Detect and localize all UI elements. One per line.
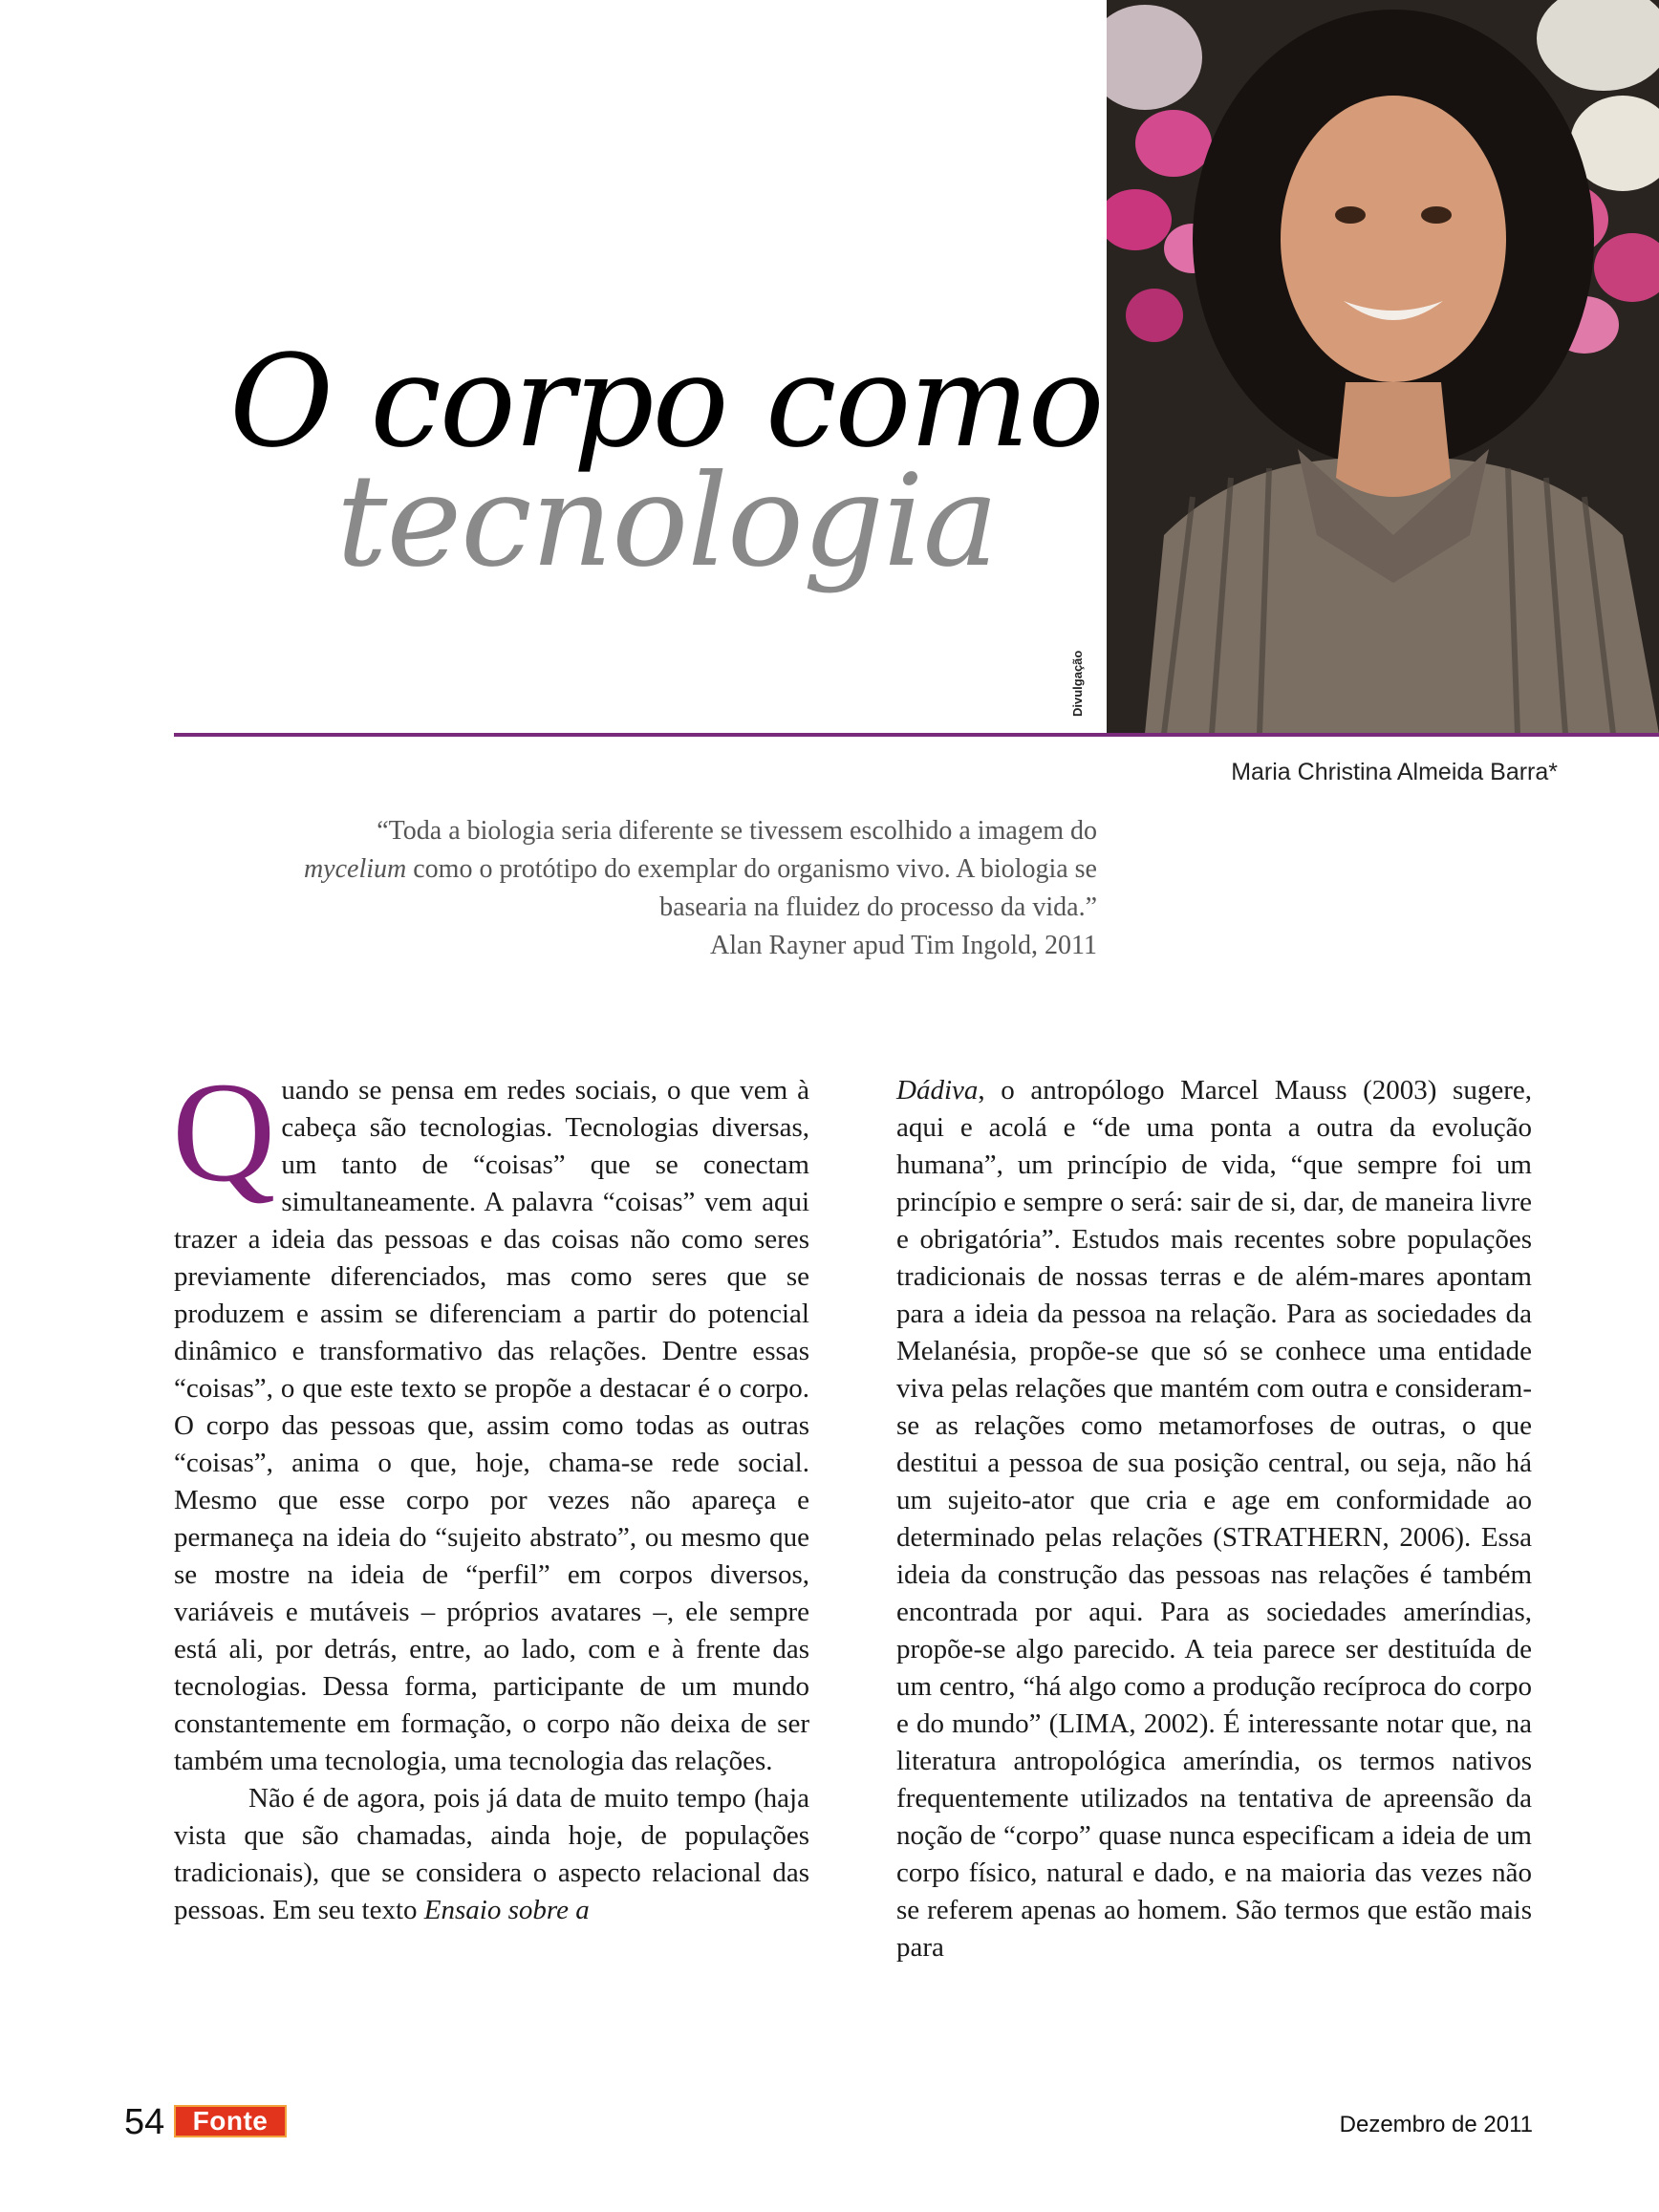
magazine-logo: Fonte bbox=[174, 2105, 287, 2137]
body-paragraph-2 bbox=[174, 1780, 809, 1929]
drop-cap: Q bbox=[172, 1053, 276, 1212]
epigraph-source: Alan Rayner apud Tim Ingold, 2011 bbox=[710, 931, 1097, 960]
body-paragraph-1 bbox=[172, 1053, 809, 1780]
author-name: Maria Christina Almeida Barra* bbox=[1231, 759, 1558, 785]
body-paragraph-3 bbox=[896, 1072, 1532, 1966]
paragraph-3-text: , o antropólogo Marcel Mauss (2003) sugere, aqui e acolá e “de uma ponta a outra da evolução humana”, um princípio de vida, “que sempre foi um princípio e sempre o será: sair de si, dar, de maneira livre e obrigatória”. Estudos mais recentes sobre populações tradicionais de nossas terras e de além-mares apontam para a ideia da pessoa na relação. Para as sociedades da Melanésia, propõe-se que só se conhece uma entidade viva pelas relações que mantém com outra e consideram-se as relações como metamorfoses de outras, o que destitui a pessoa de sua posição central, ou seja, não há um sujeito-ator que cria e age em conformidade ao determinado pelas relações (STRATHERN, 2006). Essa ideia da construção das pessoas nas relações é também encontrada por aqui. Para as sociedades ameríndias, propõe-se algo parecido. A teia parece ser destituída de um centro, “há algo como a produção recíproca do corpo e do mundo” (LIMA, 2002). É interessante notar que, na literatura antropológica ameríndia, os termos nativos frequentemente utilizados na tentativa de apreensão da noção de “corpo” quase nunca especificam a ideia de um corpo físico, natural e dado, e na maioria das vezes não se referem apenas ao homem. São termos que estão mais para bbox=[896, 1075, 1532, 1963]
book-title-part1: Ensaio sobre a bbox=[423, 1895, 590, 1925]
epigraph-line2-text: como o protótipo do exemplar do organismo vivo. A biologia se bbox=[406, 854, 1097, 884]
article-title-line1: O corpo como bbox=[229, 329, 1103, 476]
epigraph bbox=[172, 812, 1097, 965]
epigraph-line2 bbox=[172, 850, 1097, 889]
article-title-line2: tecnologia bbox=[336, 448, 998, 595]
paragraph-1-text: uando se pensa em redes sociais, o que vem à cabeça são tecnologias. Tecnologias diversas, um tanto de “coisas” que se conectam simultaneamente. A palavra “coisas” vem aqui trazer a ideia das pessoas e das coisas não como seres previamente diferenciados, mas como seres que se produzem e assim se diferenciam a partir do potencial dinâmico e transformativo das relações. Dentre essas “coisas”, o que este texto se propõe a destacar é o corpo. O corpo das pessoas que, assim como todas as outras “coisas”, anima o que, hoje, chama-se rede social. Mesmo que esse corpo por vezes não apareça e permaneça na ideia do “sujeito abstrato”, ou mesmo que se mostre na ideia de “perfil” em corpos diversos, variáveis e mutáveis – próprios avatares –, ele sempre está ali, por detrás, entre, ao lado, com e à frente das tecnologias. Dessa forma, participante de um mundo constantemente em formação, o corpo não deixa de ser também uma tecnologia, uma tecnologia das relações. bbox=[174, 1075, 809, 1776]
epigraph-line1: “Toda a biologia seria diferente se tivessem escolhido a imagem do bbox=[377, 816, 1097, 846]
issue-date: Dezembro de 2011 bbox=[1339, 2112, 1533, 2137]
book-title-part2: Dádiva bbox=[896, 1075, 979, 1106]
title-divider bbox=[174, 733, 1659, 737]
body-column-left bbox=[172, 1053, 809, 1929]
page-number: 54 bbox=[124, 2102, 165, 2142]
body-column-right bbox=[896, 1072, 1532, 1966]
photo-credit: Divulgação bbox=[1070, 650, 1085, 717]
author-photo bbox=[1107, 0, 1659, 734]
epigraph-line3: basearia na fluidez do processo da vida.” bbox=[659, 892, 1097, 922]
epigraph-emphasis: mycelium bbox=[303, 854, 407, 884]
paragraph-2-text: Não é de agora, pois já data de muito tempo (haja vista que são chamadas, ainda hoje, de populações tradicionais), que se considera o aspecto relacional das pessoas. Em seu texto bbox=[174, 1783, 809, 1925]
